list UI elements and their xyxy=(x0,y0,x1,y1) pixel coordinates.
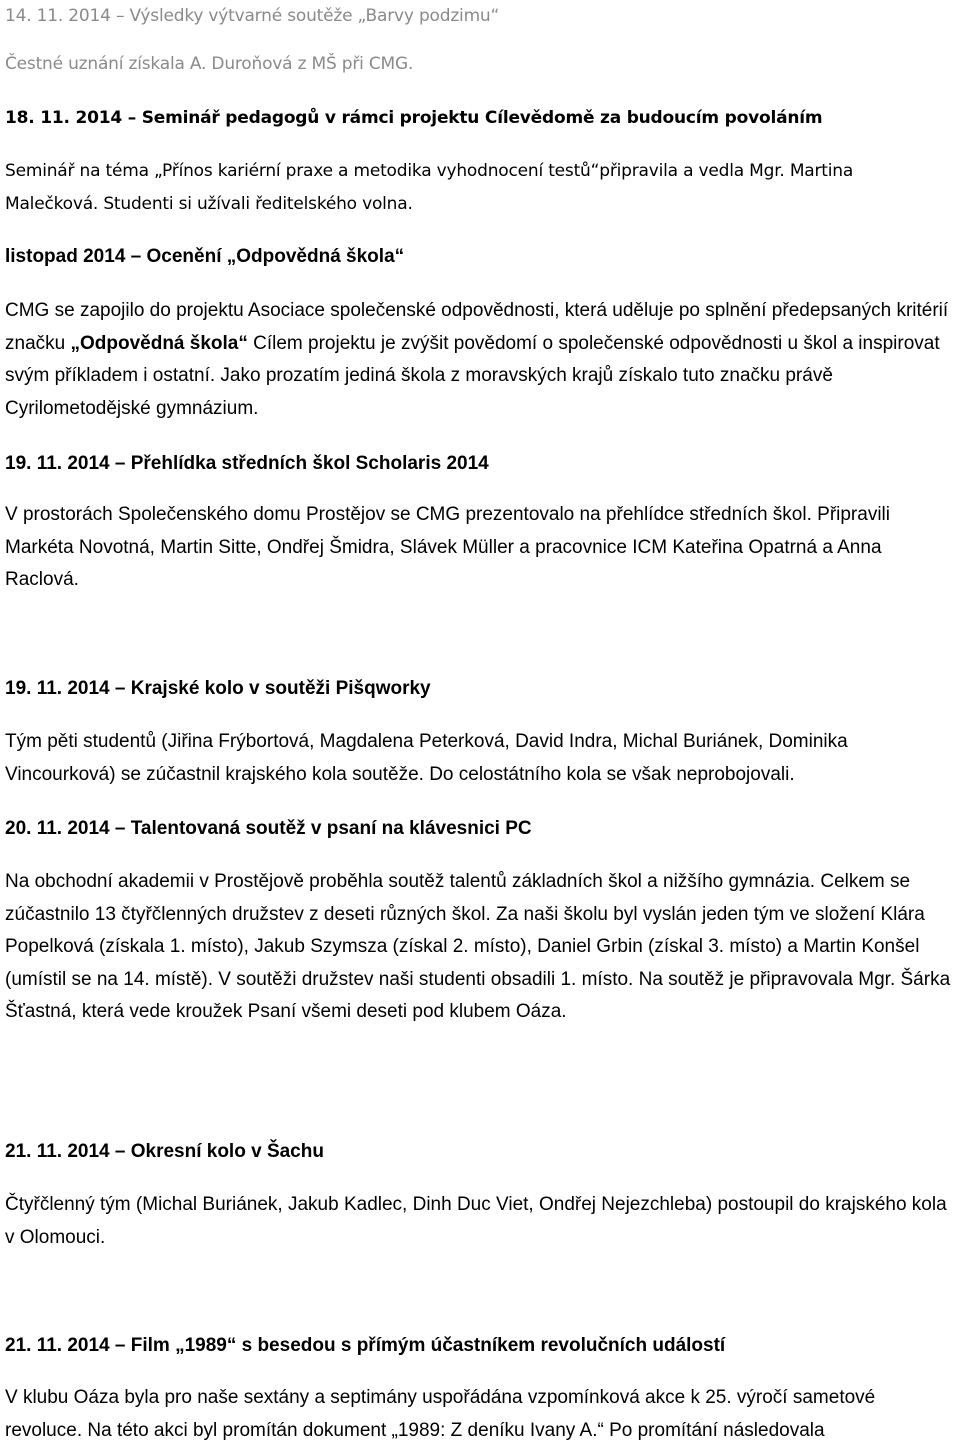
section-body: Seminář na téma „Přínos kariérní praxe a metodika vyhodnocení testů“připravila a vedla Mgr. Martina Malečková. Studenti si užívali ředitelského volna. xyxy=(5,161,854,214)
section-body: Čtyřčlenný tým (Michal Buriánek, Jakub Kadlec, Dinh Duc Viet, Ondřej Nejezchleba) postoupil do krajského kola v Olomouci. xyxy=(5,1194,947,1248)
section-heading: 21. 11. 2014 – Film „1989“ s besedou s přímým účastníkem revolučních událostí xyxy=(5,1335,726,1356)
section-heading: 21. 11. 2014 – Okresní kolo v Šachu xyxy=(5,1141,324,1162)
section-heading: 14. 11. 2014 – Výsledky výtvarné soutěže „Barvy podzimu“ xyxy=(5,6,500,26)
section-heading: 19. 11. 2014 – Přehlídka středních škol Scholaris 2014 xyxy=(5,453,489,474)
section-body xyxy=(5,295,957,425)
body-text: Cílem projektu je zvýšit povědomí o společenské odpovědnosti u škol a inspirovat svým příkladem i ostatní. Jako prozatím jediná škola z moravských krajů získalo tuto značku právě Cyrilometodějské gymnázium. xyxy=(5,332,940,419)
section-heading: listopad 2014 – Ocenění „Odpovědná škola“ xyxy=(5,246,405,267)
section-body: Čestné uznání získala A. Duroňová z MŠ při CMG. xyxy=(5,54,414,74)
award-name: „Odpovědná škola“ xyxy=(70,332,248,354)
section-body: Tým pěti studentů (Jiřina Frýbortová, Magdalena Peterková, David Indra, Michal Buriánek, Dominika Vincourková) se zúčastnil krajského kola soutěže. Do celostátního kola se však neprobojovali. xyxy=(5,731,848,785)
section-body: Na obchodní akademii v Prostějově proběhla soutěž talentů základních škol a nižšího gymnázia. Celkem se zúčastnilo 13 čtyřčlenných družstev z deseti různých škol. Za naši školu byl vyslán jeden tým ve složení Klára Popelková (získala 1. místo), Jakub Szymsza (získal 2. místo), Daniel Grbin (získal 3. místo) a Martin Konšel (umístil se na 14. místě). V soutěži družstev naši studenti obsadili 1. místo. Na soutěž je připravovala Mgr. Šárka Šťastná, která vede kroužek Psaní všemi deseti pod klubem Oáza. xyxy=(5,871,951,1023)
body-text: CMG se zapojilo do projektu Asociace společenské odpovědnosti, která uděluje po splnění předepsaných kritérií značku xyxy=(5,300,949,354)
section-heading: 19. 11. 2014 – Krajské kolo v soutěži Pišqworky xyxy=(5,678,431,699)
section-heading: 18. 11. 2014 – Seminář pedagogů v rámci projektu Cílevědomě za budoucím povoláním xyxy=(5,108,823,128)
section-body: V klubu Oáza byla pro naše sextány a septimány uspořádána vzpomínková akce k 25. výročí sametové revoluce. Na této akci byl promítán dokument „1989: Z deníku Ivany A.“ Po promítání následovala xyxy=(5,1387,876,1441)
section-heading: 20. 11. 2014 – Talentovaná soutěž v psaní na klávesnici PC xyxy=(5,818,532,839)
section-body: V prostorách Společenského domu Prostějov se CMG prezentovalo na přehlídce středních škol. Připravili Markéta Novotná, Martin Sitte, Ondřej Šmidra, Slávek Müller a pracovnice ICM Kateřina Opatrná a Anna Raclová. xyxy=(5,504,890,591)
